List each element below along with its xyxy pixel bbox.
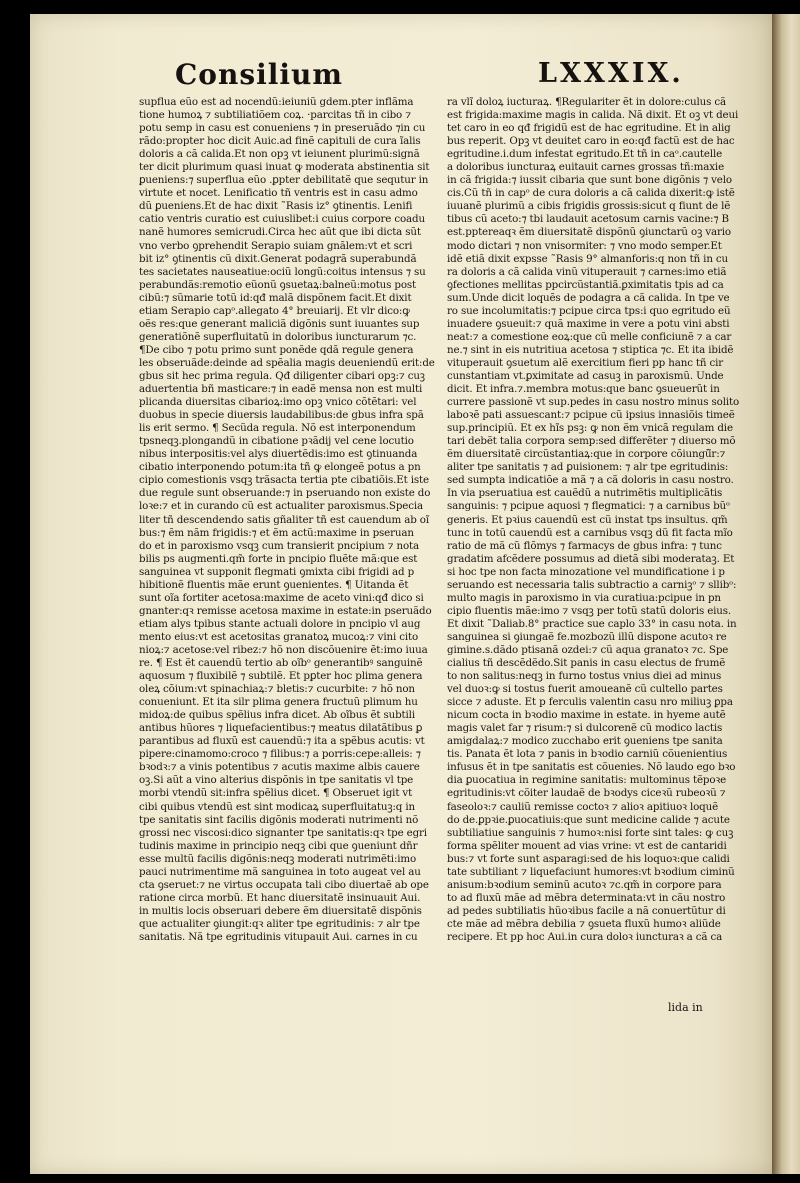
text-line: bus reperit. Opꝫ vt deuitet caro in eo:qđ factũ est de hac [447, 135, 735, 148]
running-head-title: Consilium [175, 58, 343, 91]
text-line: mento eius:vt est acetositas granatoꝝ mucoꝝ:⁊ vini cito [139, 630, 419, 643]
text-line: currere passionẽ vt sup.pedes in casu nostro minus solito [447, 396, 740, 409]
text-line: si hoc tpe non facta minozatione vel mundificatione i p [447, 565, 725, 578]
text-line: In via pseruatiua est cauẽdũ a nutrimẽtis multiplicãtis [447, 487, 723, 500]
folio-number: LXXXIX. [538, 58, 684, 89]
text-line: tes sacietates nauseatiue:ociũ longũ:coitus intensus ⁊ su [139, 265, 426, 278]
text-line: tari debẽt talia corpora semp:sed differẽter ⁊ diuerso mõ [447, 435, 736, 448]
text-line: pipere:cinamomo:croco ⁊ filibus:⁊ a porris:cepe:alleis: ⁊ [139, 748, 421, 761]
text-line: ¶De cibo ⁊ potu primo sunt ponẽde qdã regule genera [139, 343, 414, 356]
text-line: in multis locis obseruari debere ẽm diuersitatẽ dispõnis [139, 904, 422, 917]
text-line: cialius tñ descẽdẽdo.Sit panis in casu electus de frumẽ [447, 657, 726, 670]
text-line: egritudine.i.dum infestat egritudo.Et tñ in caᵒ.cautelle [447, 148, 723, 161]
text-line: cibatio interponendo potum:ita tñ ꝙ elongeẽ potus a pn [139, 461, 421, 474]
text-line: doloris a cã calida.Et non opꝫ vt ieiunent plurimũ:signã [139, 148, 420, 161]
text-line: aquosum ⁊ fluxibilẽ ⁊ subtilẽ. Et pꝑter hoc plima genera [139, 670, 423, 683]
text-line: nioꝝ:⁊ acetose:vel ribez:⁊ hõ non discõuenire ẽt:imo iuua [139, 643, 428, 656]
text-line: cibũ:⁊ sũmarie totũ id:qđ malã dispõnem facit.Et dixit [139, 291, 412, 304]
text-line: bus:⁊ vt forte sunt asparagi:sed de his loquoꝛ:que calidi [447, 852, 730, 865]
text-line: sicce ⁊ aduste. Et p ferculis valentin casu nro miliuꝫ ꝑpa [447, 696, 733, 709]
text-line: ẽm diuersitatẽ circũstantiaꝝ:que in corpore cõiungũ̃r:⁊ [447, 448, 726, 461]
text-line: cibi quibus vtendũ est sint modicaꝝ superfluitatuꝫ:q in [139, 800, 415, 813]
text-line: dia ꝑuocatiua in regimine sanitatis: multominus tẽpoꝛe [447, 774, 727, 787]
text-line: nanẽ humores semicrudi.Circa hec aũt que ibi dicta sũt [139, 226, 421, 239]
text-column-left [139, 96, 441, 991]
text-line: virtute et nocet. Lenificatio tñ ventris est in casu admo [139, 187, 418, 200]
text-line: anisum:bꝛodium seminũ acutoꝛ ⁊c.qm̃ in corpore para [447, 878, 722, 891]
text-line: forma spẽliter mouent ad vias vrine: vt est de cantaridi [447, 839, 727, 852]
text-line: nibus interpositis:vel alys diuertẽdis:imo est ꝯtinuanda [139, 448, 418, 461]
text-line: aduertentia bñ masticare:⁊ in eadẽ mensa non est multi [139, 383, 423, 396]
text-line: recipere. Et pp hoc Aui.in cura doloꝛ iuncturaꝛ a cã ca [447, 931, 723, 943]
text-line: sanguinea si ꝯiungaẽ fe.mozbozũ illũ dispone acutoꝛ re [447, 630, 727, 643]
text-line: dicit. Et infra.⁊.membra motus:que banc ꝯsueuerũt in [447, 383, 720, 396]
text-line: hibitionẽ fluentis mãe erunt ꝯuenientes. ¶ Uitanda ẽt [139, 578, 409, 591]
text-line: esse multũ facilis digõnis:neqꝫ moderati nutrimẽti:imo [139, 852, 417, 865]
text-line: infusus ẽt in tpe sanitatis est cõuenies. Nõ laudo ego bꝛo [447, 761, 736, 774]
text-line: etiam Serapio capᵒ.allegato 4° breuiarij. Et vlr dico:ꝙ [139, 304, 410, 317]
text-line: duobus in specie diuersis laudabilibus:de gbus infra spã [139, 409, 424, 422]
text-line: do et in paroxismo vsqꝫ cum transierit pncipium ⁊ nota [139, 539, 420, 552]
text-line: tis. Panata ẽt lota ⁊ panis in bꝛodio carniũ cõuenientius [447, 748, 728, 761]
text-line: laboꝛẽ pati assuescant:⁊ pcipue cũ ipsius innasiõis timeẽ [447, 409, 735, 422]
text-line: sup.principiũ. Et ex hĩs psꝫ: ꝙ non ẽm vnicã regulam die [447, 422, 733, 435]
text-line: to non salitus:neqꝫ in furno tostus vnius diei ad minus [447, 670, 722, 683]
text-line: grossi nec viscosi:dico signanter tpe sanitatis:qꝛ tpe egri [139, 826, 427, 839]
text-line: bit iz° ꝯtinentis cũ dixit.Generat podagrã superabundã [139, 252, 417, 265]
text-line: bus:⁊ ẽm nãm frigidis:⁊ et ẽm actũ:maxime in pseruan [139, 526, 414, 539]
text-line: egritudinis:vt cõiter laudaẽ de bꝛodys ciceꝛũ rubeoꝛũ ⁊ [447, 787, 726, 800]
text-line: vel duoꝛ:ꝙ si tostus fuerit amoueanẽ cũ cultello partes [447, 683, 723, 696]
text-line: ꝯfectiones mellitas ppcircũstantiã.ꝑximitatis tpis ad ca [447, 278, 724, 291]
text-line: liter tñ descendendo satis gñaliter tñ est cauendum ab oĩ [139, 513, 429, 526]
text-line: due regule sunt obseruande:⁊ in pseruando non existe do [139, 487, 431, 500]
text-line: ad pedes subtiliatis hũoꝛibus facile a nã conuertũtur di [447, 904, 726, 917]
text-line: morbi vtendũ sit:infra spẽlius dicet. ¶ Obseruet igit vt [139, 787, 413, 800]
text-line: tunc in totũ cauendũ est a carnibus vsqꝫ dũ fit facta mĩo [447, 526, 733, 539]
text-line: modo dictari ⁊ non vnisormiter: ⁊ vno modo semper.Et [447, 239, 722, 252]
text-line: pauci nutrimentime mã sanguinea in toto augeat vel au [139, 865, 421, 878]
text-line: cis.Cũ tñ in capᵒ de cura doloris a cã calida dixerit:ꝙ istẽ [447, 187, 735, 200]
text-line: que actualiter ꝯiungit:qꝛ aliter tpe egritudinis: ⁊ alr tpe [139, 917, 420, 930]
text-line: cipio comestionis vsqꝫ trãsacta tertia pte cibatiõis.Et iste [139, 474, 429, 487]
text-line: ꝑueniens:⁊ superflua eũo .ꝑpter debilitatẽ que sequtur in [139, 174, 429, 187]
text-line: les obseruãde:deinde ad spẽalia magis deueniendũ erit:de [139, 356, 435, 369]
text-line: etiam alys tpibus stante actuali dolore in pncipio vl aug [139, 617, 421, 630]
text-line: neat:⁊ a comestione eoꝝ:que cũ melle conficiunẽ ⁊ a car [447, 330, 732, 343]
text-line: multo magis in paroxismo in via curatiua:pcipue in pn [447, 591, 721, 604]
text-line: bꝛodꝛ:⁊ a vinis potentibus ⁊ acutis maxime albis cauere [139, 761, 420, 774]
text-line: sanguinis: ⁊ pcipue aquosi ⁊ flegmatici: ⁊ a carnibus bũᵒ [447, 500, 730, 513]
text-line: amigdalaꝝ:⁊ modico zucchabo erit ꝯueniens tpe sanita [447, 735, 723, 748]
text-line: vno verbo ꝯprehendit Serapio suiam gnãlem:vt et scri [139, 239, 413, 252]
text-line: est.pptereaqꝛ ẽm diuersitatẽ dispõnũ ꝯiunctarũ oꝫ vario [447, 226, 731, 239]
text-line: ra doloris a cã calida vinũ vituperauit ⁊ carnes:imo etiã [447, 265, 727, 278]
text-line: gnanter:qꝛ remisse acetosa maxime in estate:in pseruãdo [139, 604, 432, 617]
text-line: do de.ꝑpꝛie.ꝑuocatiuis:que sunt medicine calide ⁊ acute [447, 813, 730, 826]
text-line: tione humoꝝ ⁊ subtiliatiõem coꝝ. ·parcitas tñ in cibo ⁊ [139, 109, 411, 122]
text-line: parantibus ad fluxũ est cauendũ:⁊ ita a spẽbus acutis: vt [139, 735, 425, 748]
text-line: a doloribus iuncturaꝝ euitauit carnes grossas tñ:maxie [447, 161, 725, 174]
text-line: seruando est necessaria talis subtractio a carniꝫᵒ ⁊ sllibᵒ: [447, 578, 737, 591]
text-line: dũ ꝑueniens.Et de hac dixit ˜Rasis iz° ꝯtinentis. Lenifi [139, 200, 413, 213]
text-line: est frigida:maxime magis in calida. Nã dixit. Et oꝫ vt deui [447, 109, 739, 122]
text-line: conueniunt. Et ita silr plima genera fructuũ plimum hu [139, 696, 418, 709]
text-line: plicanda diuersitas cibarioꝝ:imo opꝫ vnico cõtẽtari: vel [139, 396, 417, 409]
text-line: Et dixit ˜Daliab.8° practice sue caplo 33° in casu nota. in [447, 617, 737, 630]
text-line: bilis ps augmenti.qm̃ forte in pncipio fluẽte mã:que est [139, 552, 418, 565]
text-line: generis. Et pꝛius cauendũ est cũ instat tps insultus. qm̃ [447, 513, 728, 526]
text-line: midoꝝ:de quibus spẽlius infra dicet. Ab oĩbus ẽt subtili [139, 709, 415, 722]
text-line: vituperauit ꝯsuetum alẽ exercitium fieri pp hanc tñ cir [447, 356, 724, 369]
text-line: faseoloꝛ:⁊ cauliũ remisse coctoꝛ ⁊ alioꝛ apitiuoꝛ loquẽ [447, 800, 719, 813]
text-line: catio ventris curatio est cuiuslibet:i cuius corpore coadu [139, 213, 425, 226]
text-line: loꝛe:⁊ et in curando cũ est actualiter paroxismus.Specia [139, 500, 423, 513]
text-line: sum.Unde dicit loquẽs de podagra a cã calida. In tpe ve [447, 291, 730, 304]
text-line: oꝫ.Si aũt a vino alterius dispõnis in tpe sanitatis vl tpe [139, 774, 414, 787]
text-line: ter dicit plurimum quasi inuat ꝙ moderata abstinentia sit [139, 161, 430, 174]
text-line: ratione circa morbũ. Et hanc diuersitatẽ insinuauit Aui. [139, 891, 421, 904]
adjacent-page-edge [772, 14, 800, 1174]
text-line: nicum cocta in bꝛodio maxime in estate. in hyeme autẽ [447, 709, 726, 722]
text-line: tibus cũ aceto:⁊ tbi laudauit acetosum carnis vacine:⁊ B [447, 213, 729, 226]
text-line: sanguinea vt supponit flegmati ꝯmixta cibi frigidi ad p [139, 565, 415, 578]
text-line: tpsneqꝫ.plongandũ in cibatione pꝛãdij vel cene locutio [139, 435, 414, 448]
text-line: gimine.s.dãdo ptisanã ozdei:⁊ cũ aqua granatoꝛ ⁊c. Spe [447, 643, 729, 656]
text-line: rãdo:propter hoc dicit Auic.ad finẽ capituli de cura ĩalis [139, 135, 421, 148]
text-line: potu semp in casu est conueniens ⁊ in preseruãdo ⁊in cu [139, 122, 426, 135]
text-line: gbus sit hec prima regula. Qđ diligenter cibari opꝫ:⁊ cuꝫ [139, 369, 425, 382]
text-line: inuadere ꝯsueuit:⁊ quã maxime in vere a potu vini absti [447, 317, 730, 330]
text-line: iuuanẽ plurimũ a cibis frigidis grossis:sicut q fiunt de lẽ [447, 200, 731, 213]
text-line: cunstantiam vt.ꝑximitate ad casuꝫ in paroxismũ. Unde [447, 369, 724, 382]
text-line: in cã frigida:⁊ iussit cibaria que sunt bone digõnis ⁊ velo [447, 174, 732, 187]
text-line: tet caro in eo qđ frigidũ est de hac egritudine. Et in alig [447, 122, 731, 135]
text-line: cipio fluentis mãe:imo ⁊ vsqꝫ per totũ statũ doloris eius. [447, 604, 732, 617]
text-line: to ad fluxũ mãe ad mẽbra determinata:vt in cãu nostro [447, 891, 726, 904]
text-line: idẽ etiã dixit expsse ˜Rasis 9° almanforis:q non tñ in cu [447, 252, 729, 265]
text-column-right [447, 96, 753, 1026]
text-line: subtiliatiue sanguinis ⁊ humoꝛ:nisi forte sint tales: ꝙ cuꝫ [447, 826, 734, 839]
text-line: ne.⁊ sint in eis nutritiua acetosa ⁊ stiptica ⁊c. Et ita ibidẽ [447, 343, 734, 356]
text-line: oleꝝ cõium:vt spinachiaꝝ:⁊ bletis:⁊ cucurbite: ⁊ hõ non [139, 683, 415, 696]
text-line: ratio de mã cũ flõmys ⁊ farmacys de gbus infra: ⁊ tunc [447, 539, 722, 552]
text-line: cta ꝯseruet:⁊ ne virtus occupata tali cibo diuertaẽ ab ope [139, 878, 429, 891]
text-line: tate subtiliant ⁊ liquefaciunt humores:vt bꝛodium ciminũ [447, 865, 735, 878]
text-line: ra vlĩ doloꝝ iucturaꝝ. ¶Regulariter ẽt in dolore:culus cã [447, 96, 726, 108]
text-line: generatiõnẽ superfluitatũ in doloribus iuncturarum ⁊c. [139, 330, 417, 343]
text-line: ro sue incolumitatis:⁊ pcipue circa tps:i quo egritudo eũ [447, 304, 731, 317]
text-line: magis valet far ⁊ risum:⁊ si dulcorenẽ cũ modico lactis [447, 722, 723, 735]
text-line: sed sumpta indicatiõe a mã ⁊ a cã doloris in casu nostro. [447, 474, 734, 487]
text-line: re. ¶ Est ẽt cauendũ tertio ab oĩbᵒ generantibꝰ sanguinẽ [139, 657, 423, 670]
text-line: supflua eũo est ad nocendũ:ieiuniũ gdem.pter inflãma [139, 96, 414, 108]
text-line: gradatim afcẽdere possumus ad dietã sibi moderataꝫ. Et [447, 552, 735, 565]
text-line: oẽs res:que generant maliciã digõnis sunt iuuantes sup [139, 317, 420, 330]
text-line: cte mãe ad mẽbra debilia ⁊ ꝯsueta fluxũ humoꝛ aliũde [447, 917, 721, 930]
text-line: lis erit sermo. ¶ Secũda regula. Nõ est interponendum [139, 422, 416, 435]
text-line: antibus hũores ⁊ liquefacientibus:⁊ meatus dilatãtibus ꝑ [139, 722, 423, 735]
text-line: perabundãs:remotio eũonũ ꝯsuetaꝝ:balneũ:motus post [139, 278, 417, 291]
text-line: sanitatis. Nã tpe egritudinis vitupauit Aui. carnes in cu [139, 931, 418, 943]
text-line: aliter tpe sanitatis ⁊ ad ꝑuisionem: ⁊ alr tpe egritudinis: [447, 461, 729, 474]
text-line: tpe sanitatis sint facilis digõnis moderati nutrimenti nõ [139, 813, 419, 826]
text-line: sunt oĩa fortiter acetosa:maxime de aceto vini:qđ dico si [139, 591, 424, 604]
catchword: lida in [668, 1001, 703, 1014]
text-line: tudinis maxime in principio neqꝫ cibi que ꝯueniunt dñr [139, 839, 418, 852]
